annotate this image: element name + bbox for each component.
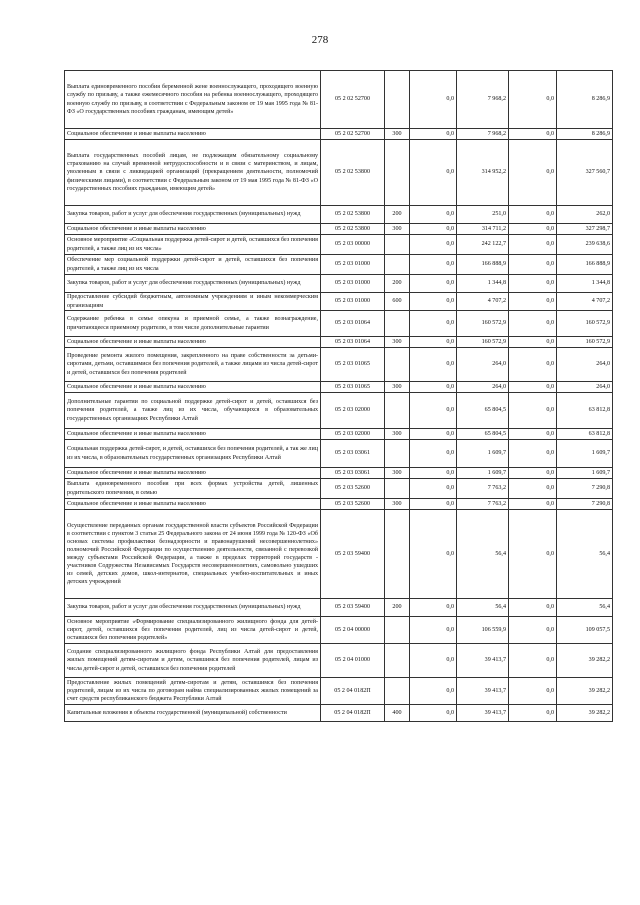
cell-d: 8 286,9 — [557, 71, 613, 129]
cell-b: 39 413,7 — [457, 644, 509, 678]
cell-vr — [385, 393, 410, 429]
cell-a: 0,0 — [410, 599, 457, 617]
cell-vr — [385, 311, 410, 337]
cell-code: 05 2 03 52600 — [321, 479, 385, 499]
cell-vr — [385, 71, 410, 129]
table-row — [65, 348, 613, 382]
cell-name: Выплата единовременного пособия беременной жене военнослужащего, проходящего военную службу по призыву, а также ежемесячного пособия на ребенка военнослужащего, проходящего военную службу по призыву, в соответствии с Федеральным законом от 19 мая 1995 года № 81-ФЗ «О государственных пособиях гражданам, имеющим детей» — [65, 71, 321, 129]
cell-code: 05 2 03 01065 — [321, 348, 385, 382]
cell-code: 05 2 03 01064 — [321, 311, 385, 337]
cell-b: 264,0 — [457, 348, 509, 382]
cell-c: 0,0 — [509, 311, 557, 337]
cell-b: 314 711,2 — [457, 224, 509, 235]
cell-name: Проведение ремонта жилого помещения, закрепленного на праве собственности за детьми-сиротами, детьми, оставшимися без попечения родителей, а также лицами из числа детей-сирот и детей, оставшихся без попечения родителей — [65, 348, 321, 382]
cell-vr — [385, 235, 410, 255]
cell-code: 05 2 03 03061 — [321, 468, 385, 479]
cell-b: 65 804,5 — [457, 429, 509, 440]
cell-c: 0,0 — [509, 348, 557, 382]
cell-c: 0,0 — [509, 129, 557, 140]
table-row — [65, 275, 613, 293]
page-number: 278 — [311, 34, 329, 46]
table-row — [65, 599, 613, 617]
cell-c: 0,0 — [509, 382, 557, 393]
cell-code: 05 2 03 01065 — [321, 382, 385, 393]
cell-a: 0,0 — [410, 499, 457, 510]
cell-a: 0,0 — [410, 468, 457, 479]
cell-a: 0,0 — [410, 348, 457, 382]
cell-d: 327 298,7 — [557, 224, 613, 235]
cell-vr: 600 — [385, 293, 410, 311]
cell-b: 106 559,9 — [457, 617, 509, 644]
cell-d: 7 290,8 — [557, 479, 613, 499]
table-row — [65, 71, 613, 129]
cell-d: 4 707,2 — [557, 293, 613, 311]
cell-vr — [385, 678, 410, 705]
cell-b: 160 572,9 — [457, 337, 509, 348]
table-row — [65, 440, 613, 468]
cell-a: 0,0 — [410, 71, 457, 129]
cell-b: 7 968,2 — [457, 71, 509, 129]
cell-d: 160 572,9 — [557, 337, 613, 348]
cell-b: 264,0 — [457, 382, 509, 393]
cell-name: Капитальные вложения в объекты государственной (муниципальной) собственности — [65, 705, 321, 722]
cell-d: 7 290,8 — [557, 499, 613, 510]
cell-name: Социальное обеспечение и иные выплаты населению — [65, 429, 321, 440]
cell-name: Закупка товаров, работ и услуг для обеспечения государственных (муниципальных) нужд — [65, 275, 321, 293]
cell-d: 8 286,9 — [557, 129, 613, 140]
cell-c: 0,0 — [509, 255, 557, 275]
cell-vr: 300 — [385, 337, 410, 348]
cell-d: 39 282,2 — [557, 705, 613, 722]
cell-name: Социальное обеспечение и иные выплаты населению — [65, 382, 321, 393]
table-row — [65, 644, 613, 678]
cell-name: Закупка товаров, работ и услуг для обеспечения государственных (муниципальных) нужд — [65, 206, 321, 224]
cell-c: 0,0 — [509, 293, 557, 311]
table-row — [65, 468, 613, 479]
cell-a: 0,0 — [410, 382, 457, 393]
table-row — [65, 479, 613, 499]
cell-a: 0,0 — [410, 275, 457, 293]
cell-vr: 300 — [385, 382, 410, 393]
cell-code: 05 2 02 53800 — [321, 224, 385, 235]
cell-name: Обеспечение мер социальной поддержки детей-сирот и детей, оставшихся без попечения родителей, а также лиц из их числа — [65, 255, 321, 275]
cell-name: Дополнительные гарантии по социальной поддержке детей-сирот и детей, оставшихся без попечения родителей, а также лиц из их числа, обучающихся в образовательных государственных организациях Республики Алтай — [65, 393, 321, 429]
cell-b: 65 804,5 — [457, 393, 509, 429]
cell-b: 4 707,2 — [457, 293, 509, 311]
cell-d: 63 812,8 — [557, 393, 613, 429]
cell-d: 63 812,8 — [557, 429, 613, 440]
cell-c: 0,0 — [509, 510, 557, 599]
cell-vr — [385, 348, 410, 382]
cell-c: 0,0 — [509, 499, 557, 510]
cell-name: Социальное обеспечение и иные выплаты населению — [65, 337, 321, 348]
cell-vr — [385, 510, 410, 599]
cell-code: 05 2 02 52700 — [321, 71, 385, 129]
cell-name: Выплата единовременного пособия при всех формах устройства детей, лишенных родительского попечения, в семью — [65, 479, 321, 499]
cell-name: Основное мероприятие «Социальная поддержка детей-сирот и детей, оставшихся без попечения родителей, а также лиц из их числа» — [65, 235, 321, 255]
cell-a: 0,0 — [410, 479, 457, 499]
cell-b: 1 344,8 — [457, 275, 509, 293]
cell-vr: 200 — [385, 206, 410, 224]
cell-a: 0,0 — [410, 393, 457, 429]
cell-d: 1 609,7 — [557, 440, 613, 468]
cell-code: 05 2 03 01000 — [321, 255, 385, 275]
cell-code: 05 2 04 01000 — [321, 644, 385, 678]
cell-name: Социальное обеспечение и иные выплаты населению — [65, 499, 321, 510]
cell-b: 56,4 — [457, 510, 509, 599]
cell-vr — [385, 479, 410, 499]
cell-code: 05 2 03 52600 — [321, 499, 385, 510]
cell-vr — [385, 440, 410, 468]
cell-c: 0,0 — [509, 599, 557, 617]
cell-vr: 200 — [385, 275, 410, 293]
cell-c: 0,0 — [509, 235, 557, 255]
cell-a: 0,0 — [410, 678, 457, 705]
table-row — [65, 678, 613, 705]
cell-name: Основное мероприятие «Формирование специализированного жилищного фонда для детей-сирот, детей, оставшихся без попечения родителей, лиц из числа детей-сирот и детей, оставшихся без попечения родителей» — [65, 617, 321, 644]
cell-code: 05 2 03 02000 — [321, 393, 385, 429]
cell-c: 0,0 — [509, 71, 557, 129]
cell-d: 239 638,6 — [557, 235, 613, 255]
table-row — [65, 510, 613, 599]
cell-name: Содержание ребенка в семье опекуна и приемной семье, а также вознаграждение, причитающееся приемному родителю, в том числе дополнительные гарантии — [65, 311, 321, 337]
cell-d: 56,4 — [557, 599, 613, 617]
cell-c: 0,0 — [509, 393, 557, 429]
cell-vr: 300 — [385, 224, 410, 235]
cell-a: 0,0 — [410, 206, 457, 224]
cell-vr — [385, 140, 410, 206]
table-row — [65, 140, 613, 206]
cell-name: Социальное обеспечение и иные выплаты населению — [65, 224, 321, 235]
cell-d: 160 572,9 — [557, 311, 613, 337]
cell-a: 0,0 — [410, 235, 457, 255]
cell-vr — [385, 255, 410, 275]
cell-a: 0,0 — [410, 255, 457, 275]
cell-b: 39 413,7 — [457, 678, 509, 705]
cell-a: 0,0 — [410, 140, 457, 206]
cell-b: 166 888,9 — [457, 255, 509, 275]
cell-vr: 300 — [385, 429, 410, 440]
cell-b: 39 413,7 — [457, 705, 509, 722]
cell-c: 0,0 — [509, 705, 557, 722]
cell-a: 0,0 — [410, 510, 457, 599]
cell-c: 0,0 — [509, 206, 557, 224]
cell-a: 0,0 — [410, 617, 457, 644]
cell-code: 05 2 04 0182П — [321, 705, 385, 722]
cell-name: Выплата государственных пособий лицам, не подлежащим обязательному социальному страхованию на случай временной нетрудоспособности и в связи с материнством, и лицам, уволенным в связи с ликвидацией организаций (прекращением деятельности, полномочий физическими лицами), в соответствии с Федеральным законом от 19 мая 1995 года № 81-ФЗ «О государственных пособиях гражданам, имеющим детей» — [65, 140, 321, 206]
table-row — [65, 311, 613, 337]
cell-d: 264,0 — [557, 382, 613, 393]
cell-name: Социальное обеспечение и иные выплаты населению — [65, 129, 321, 140]
cell-vr: 300 — [385, 129, 410, 140]
cell-a: 0,0 — [410, 705, 457, 722]
cell-code: 05 2 04 0182П — [321, 678, 385, 705]
cell-vr: 300 — [385, 499, 410, 510]
cell-c: 0,0 — [509, 644, 557, 678]
table-row — [65, 224, 613, 235]
cell-vr: 300 — [385, 468, 410, 479]
cell-a: 0,0 — [410, 129, 457, 140]
cell-code: 05 2 03 01000 — [321, 293, 385, 311]
table-row — [65, 293, 613, 311]
cell-a: 0,0 — [410, 337, 457, 348]
table-row — [65, 382, 613, 393]
cell-a: 0,0 — [410, 311, 457, 337]
cell-code: 05 2 04 00000 — [321, 617, 385, 644]
cell-d: 327 560,7 — [557, 140, 613, 206]
table-row — [65, 129, 613, 140]
cell-d: 264,0 — [557, 348, 613, 382]
table-row — [65, 255, 613, 275]
cell-code: 05 2 02 53800 — [321, 206, 385, 224]
cell-b: 314 952,2 — [457, 140, 509, 206]
cell-b: 242 122,7 — [457, 235, 509, 255]
cell-vr: 400 — [385, 705, 410, 722]
cell-d: 109 057,5 — [557, 617, 613, 644]
cell-c: 0,0 — [509, 275, 557, 293]
cell-c: 0,0 — [509, 337, 557, 348]
cell-c: 0,0 — [509, 479, 557, 499]
cell-c: 0,0 — [509, 140, 557, 206]
table-row — [65, 393, 613, 429]
cell-c: 0,0 — [509, 468, 557, 479]
cell-d: 1 609,7 — [557, 468, 613, 479]
table-row — [65, 705, 613, 722]
cell-a: 0,0 — [410, 429, 457, 440]
cell-a: 0,0 — [410, 293, 457, 311]
cell-code: 05 2 03 59400 — [321, 599, 385, 617]
table-row — [65, 429, 613, 440]
cell-code: 05 2 02 52700 — [321, 129, 385, 140]
cell-code: 05 2 03 01064 — [321, 337, 385, 348]
table-row — [65, 617, 613, 644]
cell-d: 39 282,2 — [557, 644, 613, 678]
cell-b: 1 609,7 — [457, 440, 509, 468]
cell-code: 05 2 02 53800 — [321, 140, 385, 206]
cell-a: 0,0 — [410, 644, 457, 678]
cell-a: 0,0 — [410, 224, 457, 235]
cell-d: 1 344,8 — [557, 275, 613, 293]
cell-name: Создание специализированного жилищного фонда Республики Алтай для предоставления жилых помещений детям-сиротам и детям, оставшимся без попечения родителей, лицам из числа детей-сирот и детей, оставшихся без попечения родителей — [65, 644, 321, 678]
cell-code: 05 2 03 59400 — [321, 510, 385, 599]
cell-b: 7 763,2 — [457, 479, 509, 499]
cell-c: 0,0 — [509, 224, 557, 235]
cell-b: 251,0 — [457, 206, 509, 224]
cell-vr — [385, 644, 410, 678]
cell-b: 56,4 — [457, 599, 509, 617]
table-row — [65, 235, 613, 255]
table-body — [65, 71, 613, 722]
cell-name: Социальная поддержка детей-сирот, и детей, оставшихся без попечения родителей, а так же лиц из их числа, в образовательных государственных организациях Республики Алтай — [65, 440, 321, 468]
cell-vr — [385, 617, 410, 644]
cell-vr: 200 — [385, 599, 410, 617]
budget-table — [64, 70, 613, 722]
cell-c: 0,0 — [509, 617, 557, 644]
cell-d: 39 282,2 — [557, 678, 613, 705]
cell-c: 0,0 — [509, 678, 557, 705]
table-row — [65, 206, 613, 224]
cell-name: Предоставление субсидий бюджетным, автономным учреждениям и иным некоммерческим организациям — [65, 293, 321, 311]
cell-b: 1 609,7 — [457, 468, 509, 479]
cell-code: 05 2 03 00000 — [321, 235, 385, 255]
cell-name: Социальное обеспечение и иные выплаты населению — [65, 468, 321, 479]
cell-code: 05 2 03 03061 — [321, 440, 385, 468]
cell-name: Предоставление жилых помещений детям-сиротам и детям, оставшимся без попечения родителей, лицам из их числа по договорам найма специализированных жилых помещений за счет средств республиканского бюджета Республики Алтай — [65, 678, 321, 705]
table-row — [65, 499, 613, 510]
cell-d: 56,4 — [557, 510, 613, 599]
cell-name: Закупка товаров, работ и услуг для обеспечения государственных (муниципальных) нужд — [65, 599, 321, 617]
cell-d: 262,0 — [557, 206, 613, 224]
cell-code: 05 2 03 01000 — [321, 275, 385, 293]
cell-b: 7 968,2 — [457, 129, 509, 140]
cell-b: 7 763,2 — [457, 499, 509, 510]
cell-b: 160 572,9 — [457, 311, 509, 337]
cell-name: Осуществление переданных органам государственной власти субъектов Российской Федерации в соответствии с пунктом 3 статьи 25 Федерального закона от 24 июня 1999 года № 120-ФЗ «Об основах системы профилактики безнадзорности и правонарушений несовершеннолетних» полномочий Российской Федерации по осуществлению деятельности, связанной с перевозкой между субъектами Российской Федерации, а также в пределах территорий государств - участников Содружества Независимых Государств несовершеннолетних, самовольно ушедших из семей, детских домов, школ-интернатов, специальных учебно-воспитательных и иных детских учреждений — [65, 510, 321, 599]
cell-c: 0,0 — [509, 440, 557, 468]
table-row — [65, 337, 613, 348]
cell-d: 166 888,9 — [557, 255, 613, 275]
cell-a: 0,0 — [410, 440, 457, 468]
cell-c: 0,0 — [509, 429, 557, 440]
cell-code: 05 2 03 02000 — [321, 429, 385, 440]
